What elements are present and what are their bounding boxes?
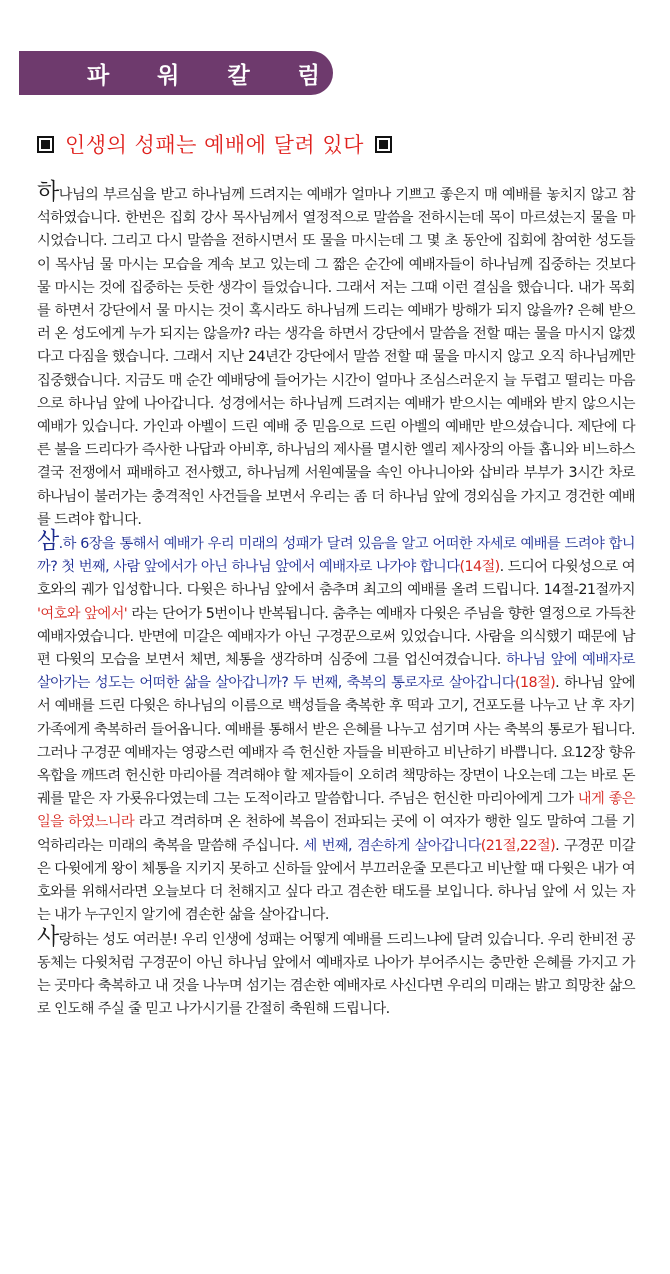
quote-text: '여호와 앞에서' (37, 605, 128, 622)
drop-cap: 하 (37, 179, 59, 205)
square-bullet-icon (37, 136, 54, 153)
paragraph-text: 라는 단어가 5번이나 반복됩니다. 춤추는 예배자 다윗은 주님을 향한 열정으로 가득찬 예배자였습니다. 반면에 미갈은 예배자가 아닌 구경꾼으로써 있었습니다. 사람을 의식했기 때문에 남편 다윗의 모습을 보면서 체면, 체통을 생각하며 심중에 그를 업신여겼습니다. (37, 605, 635, 669)
verse-reference: (21절,22절) (480, 837, 556, 854)
verse-reference: (18절) (514, 675, 556, 692)
banner-title: 파 워 칼 럼 (87, 63, 340, 89)
headline-text: 인생의 성패는 예배에 달려 있다 (65, 133, 364, 157)
verse-reference: (14절) (459, 559, 500, 576)
emphasis-text: 하나님 앞에 예배자로 살아가는 성도는 어떠한 삶을 살아갑니까? 두 번째, 축복의 통로자로 살아갑니다 (37, 652, 635, 692)
paragraph-text: . 하나님 앞에서 예배를 드린 다윗은 하나님의 이름으로 백성들을 축복한 후 떡과 고기, 건포도를 나누고 난 후 자기 가족에게 축복하러 들어옵니다. 예배를 통해서 받은 은혜를 나누고 섬기며 사는 축복의 통로가 됩니다. 그러나 구경꾼 예배자는 영광스런 예배자 즉 헌신한 자들을 비판하고 비난하기 바쁩니다. 요12장 향유옥합을 깨뜨려 헌신한 마리아를 격려해야 할 제자들이 오히려 책망하는 장면이 나오는데 그는 바로 돈궤를 맡은 자 가룟유다였는데 그는 도적이라고 말씀합니다. 주님은 헌신한 마리아에게 그가 (37, 675, 635, 808)
paragraph-text: 랑하는 성도 여러분! 우리 인생에 성패는 어떻게 예배를 드리느냐에 달려 있습니다. 우리 한비전 공동체는 다윗처럼 구경꾼이 아닌 하나님 앞에서 예배자로 나아가 부어주시는 충만한 은혜를 가지고 가는 곳마다 축복하고 내 것을 나누며 섬기는 겸손한 예배자로 사신다면 우리의 미래는 밝고 희망찬 삶으로 인도해 주실 줄 믿고 나가시기를 간절히 축원해 드립니다. (37, 931, 635, 1018)
paragraph-1 (37, 179, 635, 532)
paragraph-text: . 구경꾼 미갈은 다윗에게 왕이 체통을 지키지 못하고 신하들 앞에서 부끄러운줄 모른다고 비난할 때 다윗은 내가 여호와를 위해서라면 오늘보다 더 천해지고 싶다 라고 겸손한 태도를 보입니다. 하나님 앞에 서 있는 자는 내가 누구인지 알기에 겸손한 삶을 살아갑니다. (37, 837, 635, 924)
article-body (37, 179, 635, 1021)
paragraph-text: 나님의 부르심을 받고 하나님께 드려지는 예배가 얼마나 기쁘고 좋은지 매 예배를 놓치지 않고 참석하였습니다. 한번은 집회 강사 목사님께서 열정적으로 말씀을 전하시는데 목이 마르셨는지 물을 마시었습니다. 그리고 다시 말씀을 전하시면서 또 물을 마시는데 그 몇 초 동안에 집회에 참여한 성도들이 목사님 물 마시는 모습을 계속 보고 있는데 그 짧은 순간에 예배자들이 하나님께 집중하는 것보다 물 마시는 것에 집중하는 듯한 생각이 들었습니다. 그래서 저는 그때 이런 결심을 했습니다. 내가 목회를 하면서 강단에서 물 마시는 것이 혹시라도 하나님께 드리는 예배가 방해가 되지 않을까? 은혜 받으러 온 성도에게 누가 되지는 않을까? 라는 생각을 하면서 강단에서 말씀을 전할 때는 물을 마시지 않겠다고 다짐을 했습니다. 그래서 지난 24년간 강단에서 말씀 전할 때 물을 마시지 않고 오직 하나님께만 집중했습니다. 지금도 매 순간 예배당에 들어가는 시간이 얼마나 조심스러운지 늘 두렵고 떨리는 마음으로 하나님 앞에 나아갑니다. 성경에서는 하나님께 드려지는 예배가 받으시는 예배와 받지 않으시는 예배가 있습니다. 가인과 아벨이 드린 예배 중 믿음으로 드린 아벨의 예배만 받으셨습니다. 제단에 다른 불을 드리다가 즉사한 나답과 아비후, 하나님의 제사를 멸시한 엘리 제사장의 아들 홉니와 비느하스 결국 전쟁에서 패배하고 전사했고, 하나님께 서원예물을 속인 아나니아와 삽비라 부부가 3시간 차로 하나님이 불러가는 충격적인 사건들을 보면서 우리는 좀 더 하나님 앞에 경외심을 가지고 경건한 예배를 드려야 합니다. (37, 187, 635, 528)
paragraph-text: . 드디어 다윗성으로 여호와의 궤가 입성합니다. 다윗은 하나님 앞에서 춤추며 최고의 예배를 올려 드립니다. 14절-21절까지 (37, 559, 635, 599)
paragraph-2 (37, 528, 635, 927)
drop-cap: 삼 (37, 528, 59, 555)
drop-cap: 사 (37, 923, 59, 950)
emphasis-text: .하 6장을 통해서 예배가 우리 미래의 성패가 달려 있음을 알고 어떠한 자세로 예배를 드려야 합니까? 첫 번째, 사람 앞에서가 아닌 하나님 앞에서 예배자로 나가야 합니다 (37, 536, 635, 576)
quote-text: 내게 좋은 일을 하였느니라 (37, 791, 635, 831)
paragraph-3 (37, 923, 635, 1022)
column-banner (19, 51, 340, 95)
square-bullet-icon (375, 136, 392, 153)
emphasis-text: 세 번째, 겸손하게 살아갑니다 (303, 837, 481, 854)
headline (37, 128, 392, 160)
paragraph-text: 라고 격려하며 온 천하에 복음이 전파되는 곳에 이 여자가 행한 일도 말하여 그를 기억하리라는 미래의 축복을 말씀해 주십니다. (37, 814, 635, 854)
